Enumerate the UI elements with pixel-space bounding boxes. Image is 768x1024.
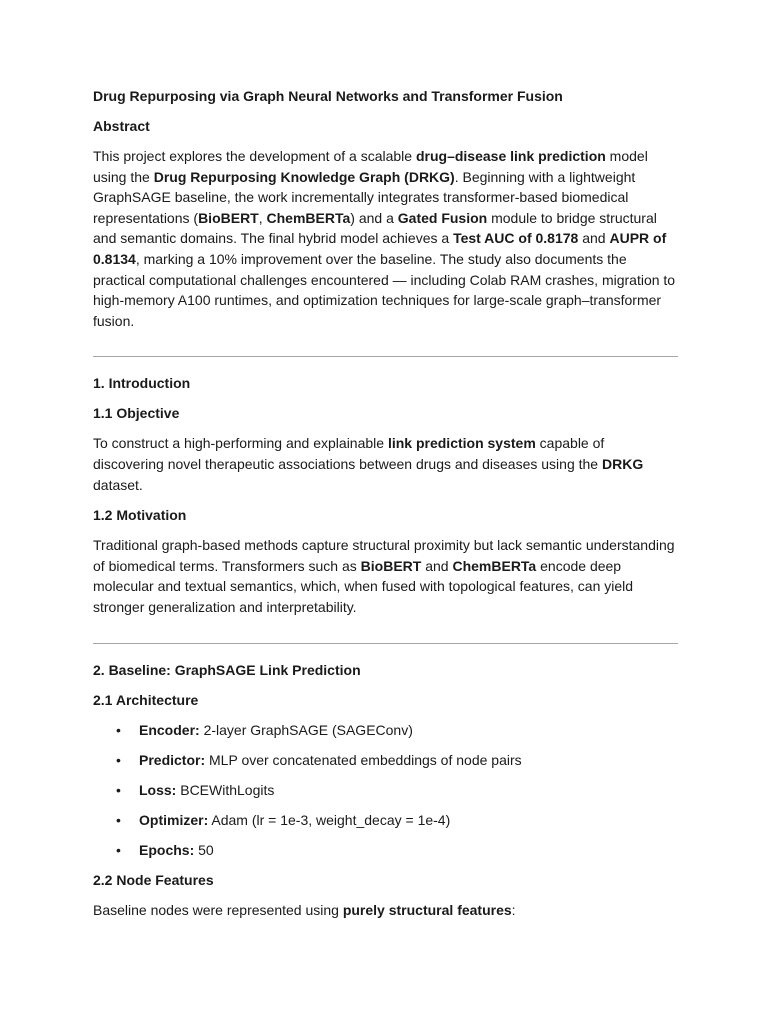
bullet-icon: • [116, 781, 121, 798]
motivation-paragraph: Traditional graph-based methods capture structural proximity but lack semantic understanding of biomedical terms. Transformers such as BioBERT and ChemBERTa encode deep molecular and textual semantics, which, when fused with topological features, can yield stronger generalization and interpretability. [93, 537, 675, 615]
document-body [93, 86, 678, 920]
bullet-icon: • [116, 751, 121, 768]
baseline-heading: 2. Baseline: GraphSAGE Link Prediction [93, 661, 361, 678]
list-item: • Epochs: 50 [116, 841, 214, 858]
architecture-list [93, 720, 678, 860]
bullet-icon: • [116, 811, 121, 828]
list-item: • Optimizer: Adam (lr = 1e-3, weight_decay = 1e-4) [116, 811, 451, 828]
list-item: • Predictor: MLP over concatenated embeddings of node pairs [116, 751, 522, 768]
node-features-paragraph: Baseline nodes were represented using purely structural features: [93, 901, 516, 918]
abstract-paragraph: This project explores the development of a scalable drug–disease link prediction model using the Drug Repurposing Knowledge Graph (DRKG). Beginning with a lightweight GraphSAGE baseline, the work incrementally integrates transformer-based biomedical representations (BioBERT, ChemBERTa) and a Gated Fusion module to bridge structural and semantic domains. The final hybrid model achieves a Test AUC of 0.8178 and AUPR of 0.8134, marking a 10% improvement over the baseline. The study also documents the practical computational challenges encountered — including Colab RAM crashes, migration to high-memory A100 runtimes, and optimization techniques for large-scale graph–transformer fusion. [93, 148, 676, 329]
motivation-heading: 1.2 Motivation [93, 507, 187, 524]
bullet-icon: • [116, 721, 121, 738]
node-features-heading: 2.2 Node Features [93, 871, 214, 888]
objective-paragraph: To construct a high-performing and explainable link prediction system capable of discovering novel therapeutic associations between drugs and diseases using the DRKG dataset. [93, 435, 644, 493]
architecture-heading: 2.1 Architecture [93, 691, 199, 708]
objective-heading: 1.1 Objective [93, 405, 180, 422]
list-item: • Loss: BCEWithLogits [116, 781, 275, 798]
list-item: • Encoder: 2-layer GraphSAGE (SAGEConv) [116, 721, 413, 738]
bullet-icon: • [116, 841, 121, 858]
intro-heading: 1. Introduction [93, 375, 191, 392]
section-divider [93, 643, 678, 644]
section-divider [93, 356, 678, 357]
document-title: Drug Repurposing via Graph Neural Networks and Transformer Fusion [93, 88, 563, 104]
abstract-heading: Abstract [93, 118, 150, 134]
